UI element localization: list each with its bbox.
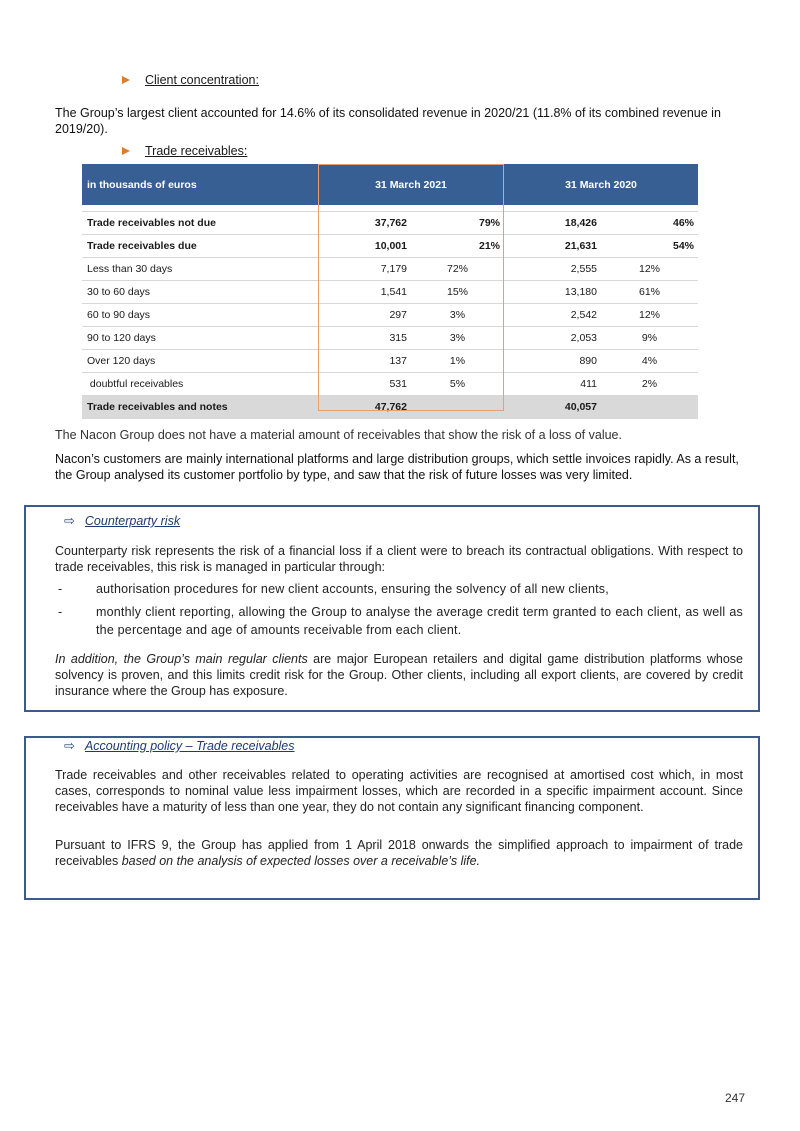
dash-bullet: - [58, 605, 63, 619]
accounting-policy-box [24, 736, 760, 900]
table-header-row [82, 164, 698, 205]
list-item [55, 580, 743, 598]
header-units: in thousands of euros [82, 164, 318, 205]
pct-2020: 9% [601, 327, 698, 350]
pct-2020: 46% [601, 212, 698, 235]
pct-2020: 61% [601, 281, 698, 304]
triangle-right-icon [122, 76, 130, 84]
value-2020: 890 [504, 350, 601, 373]
pct-2021: 3% [411, 304, 504, 327]
pct-2020: 54% [601, 235, 698, 258]
value-2021: 37,762 [318, 212, 411, 235]
client-concentration-heading: Client concentration: [145, 73, 259, 87]
list-item-text: monthly client reporting, allowing the Group to analyse the average credit term granted to each client, as well as the percentage and age of amounts receivable from each client. [96, 605, 743, 637]
value-2020: 18,426 [504, 212, 601, 235]
value-2020: 21,631 [504, 235, 601, 258]
pct-2021: 72% [411, 258, 504, 281]
value-2020: 411 [504, 373, 601, 396]
table-total-row [82, 396, 698, 419]
trade-receivables-heading: Trade receivables: [145, 144, 248, 158]
counterparty-risk-title-row [64, 513, 180, 529]
value-2021: 315 [318, 327, 411, 350]
row-label: doubtful receivables [82, 373, 318, 396]
counterparty-risk-title: Counterparty risk [84, 514, 181, 528]
pct-2021: 15% [411, 281, 504, 304]
dash-bullet: - [58, 582, 63, 596]
table-row [82, 327, 698, 350]
table-row [82, 350, 698, 373]
client-concentration-paragraph: The Group’s largest client accounted for 14.6% of its consolidated revenue in 2020/21 (11.8% of its combined revenue in 2019/20). [55, 106, 721, 136]
value-2021: 10,001 [318, 235, 411, 258]
row-label: Trade receivables not due [82, 212, 318, 235]
accounting-policy-p1: Trade receivables and other receivables related to operating activities are recognised at amortised cost which, in most cases, corresponds to nominal value less impairment losses, which are recorded in a specific impairment account. Since receivables have a maturity of less than one year, they do not contain any significant financing component. [55, 768, 743, 814]
row-label: 60 to 90 days [82, 304, 318, 327]
accounting-policy-title: Accounting policy – Trade receivables [84, 739, 295, 753]
list-item-text: authorisation procedures for new client accounts, ensuring the solvency of all new clients, [96, 582, 609, 596]
trade-receivables-table [82, 164, 698, 419]
value-2020: 2,053 [504, 327, 601, 350]
value-2020: 13,180 [504, 281, 601, 304]
row-label: Trade receivables and notes [82, 396, 318, 419]
pct-2021: 21% [411, 235, 504, 258]
list-item [55, 603, 743, 639]
arrow-right-outline-icon: ⇨ [64, 738, 75, 753]
value-2021: 1,541 [318, 281, 411, 304]
table-row [82, 258, 698, 281]
customers-paragraph: Nacon’s customers are mainly international platforms and large distribution groups, which settle invoices rapidly. As a result, the Group analysed its customer portfolio by type, and saw that the risk of future losses was very limited. [55, 452, 739, 482]
triangle-right-icon [122, 147, 130, 155]
pct-2021: 1% [411, 350, 504, 373]
row-label: 90 to 120 days [82, 327, 318, 350]
value-2020: 2,542 [504, 304, 601, 327]
row-label: Over 120 days [82, 350, 318, 373]
header-2021: 31 March 2021 [318, 164, 504, 205]
header-2020: 31 March 2020 [504, 164, 698, 205]
page-number: 247 [725, 1091, 746, 1105]
accounting-policy-p2 [55, 837, 743, 869]
row-label: 30 to 60 days [82, 281, 318, 304]
table-row [82, 281, 698, 304]
value-2021: 531 [318, 373, 411, 396]
pct-2021: 3% [411, 327, 504, 350]
table-row [82, 304, 698, 327]
p2-italic-text: based on the analysis of expected losses over a receivable’s life. [121, 854, 481, 868]
row-label: Trade receivables due [82, 235, 318, 258]
bullet-trade-receivables [122, 144, 247, 158]
counterparty-closing [55, 651, 743, 699]
pct-2020: 4% [601, 350, 698, 373]
arrow-right-outline-icon: ⇨ [64, 513, 75, 528]
pct-2021: 5% [411, 373, 504, 396]
pct-2020: 12% [601, 304, 698, 327]
pct-2020: 2% [601, 373, 698, 396]
value-2021: 297 [318, 304, 411, 327]
value-2021: 137 [318, 350, 411, 373]
pct-2021: 79% [411, 212, 504, 235]
table-row [82, 373, 698, 396]
pct-2020: 12% [601, 258, 698, 281]
accounting-policy-title-row [64, 738, 295, 754]
value-2021: 47,762 [318, 396, 411, 419]
table-row [82, 235, 698, 258]
counterparty-intro: Counterparty risk represents the risk of a financial loss if a client were to breach its contractual obligations. With respect to trade receivables, this risk is managed in particular through: [55, 544, 743, 574]
pct-2021 [411, 396, 504, 419]
bullet-client-concentration [122, 73, 259, 87]
value-2020: 2,555 [504, 258, 601, 281]
closing-italic-text: In addition, the Group’s main regular clients [55, 652, 308, 666]
p2-start-text: Pursuant to IFRS 9, the Group has applied from 1 April 2018 onwards the simplified approach to impairment of trade receivables [55, 838, 743, 868]
value-2021: 7,179 [318, 258, 411, 281]
value-2020: 40,057 [504, 396, 601, 419]
no-material-risk-paragraph: The Nacon Group does not have a material amount of receivables that show the risk of a loss of value. [55, 428, 622, 442]
table-row [82, 212, 698, 235]
closing-rest-text: are major European retailers and digital game distribution platforms whose solvency is proven, and this limits credit risk for the Group. Other clients, including all export clients, are covered by credit insurance where the Group has exposure. [55, 652, 743, 698]
row-label: Less than 30 days [82, 258, 318, 281]
pct-2020 [601, 396, 698, 419]
